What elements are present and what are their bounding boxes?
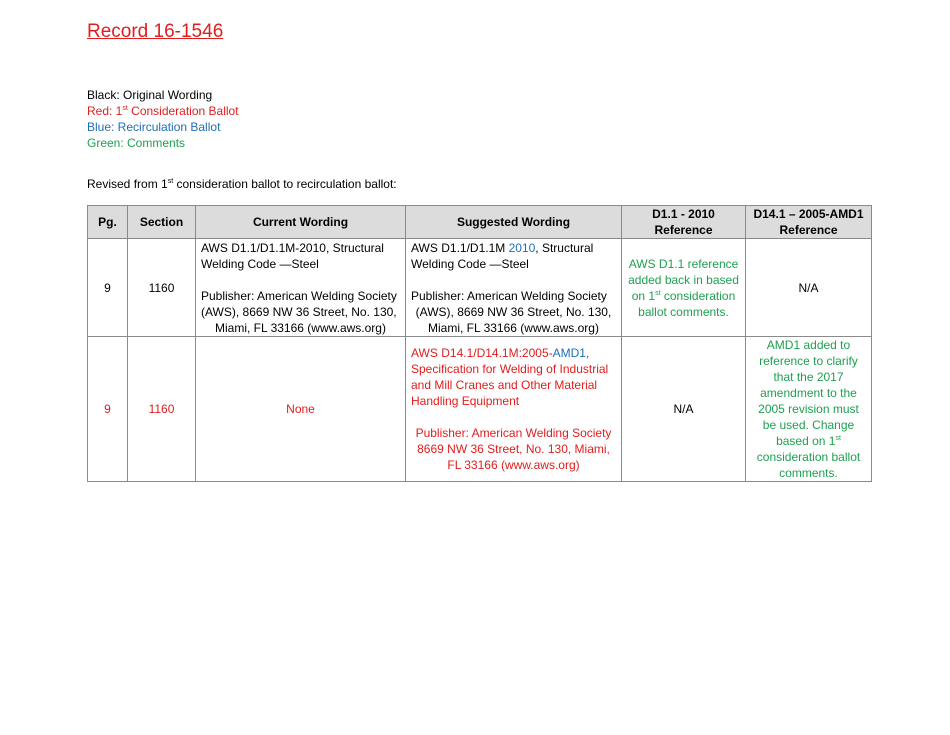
header-d11-reference: D1.1 - 2010 Reference <box>622 206 746 239</box>
table-row <box>88 337 872 482</box>
header-d141-reference: D14.1 – 2005-AMD1 Reference <box>746 206 872 239</box>
legend-black: Black: Original Wording <box>87 88 213 102</box>
row1-pg: 9 <box>88 239 128 337</box>
row2-pg: 9 <box>88 337 128 482</box>
revision-table <box>87 205 872 482</box>
row2-suggested-wording: AWS D14.1/D14.1M:2005-AMD1, Specification for Welding of Industrial and Mill Cranes and Other Material Handling Equipment Publisher: American Welding Society 8669 NW 36 Street, No. 130, Miami, FL 33166 (www.aws.org) <box>406 337 622 482</box>
row2-section: 1160 <box>128 337 196 482</box>
header-current-wording: Current Wording <box>196 206 406 239</box>
legend-red: Red: 1st Consideration Ballot <box>87 104 239 118</box>
table-header-row <box>88 206 872 239</box>
legend-green: Green: Comments <box>87 136 186 150</box>
row2-d11-reference: N/A <box>622 337 746 482</box>
row1-d11-reference: AWS D1.1 reference added back in based on 1st consideration ballot comments. <box>622 239 746 337</box>
header-suggested-wording: Suggested Wording <box>406 206 622 239</box>
header-pg: Pg. <box>88 206 128 239</box>
legend-blue: Blue: Recirculation Ballot <box>87 120 221 134</box>
row2-current-wording: None <box>196 337 406 482</box>
row1-section: 1160 <box>128 239 196 337</box>
table-row <box>88 239 872 337</box>
row1-current-wording: AWS D1.1/D1.1M-2010, Structural Welding Code —Steel Publisher: American Welding Society (AWS), 8669 NW 36 Street, No. 130, Miami, FL 33166 (www.aws.org) <box>196 239 406 337</box>
header-section: Section <box>128 206 196 239</box>
intro-text: Revised from 1st consideration ballot to recirculation ballot: <box>87 177 397 191</box>
row1-suggested-wording: AWS D1.1/D1.1M 2010, Structural Welding Code —Steel Publisher: American Welding Society (AWS), 8669 NW 36 Street, No. 130, Miami, FL 33166 (www.aws.org) <box>406 239 622 337</box>
row2-d141-reference: AMD1 added to reference to clarify that the 2017 amendment to the 2005 revision must be used. Change based on 1st consideration ballot comments. <box>746 337 872 482</box>
color-legend <box>87 87 239 151</box>
record-title: Record 16-1546 <box>87 21 224 42</box>
row1-d141-reference: N/A <box>746 239 872 337</box>
